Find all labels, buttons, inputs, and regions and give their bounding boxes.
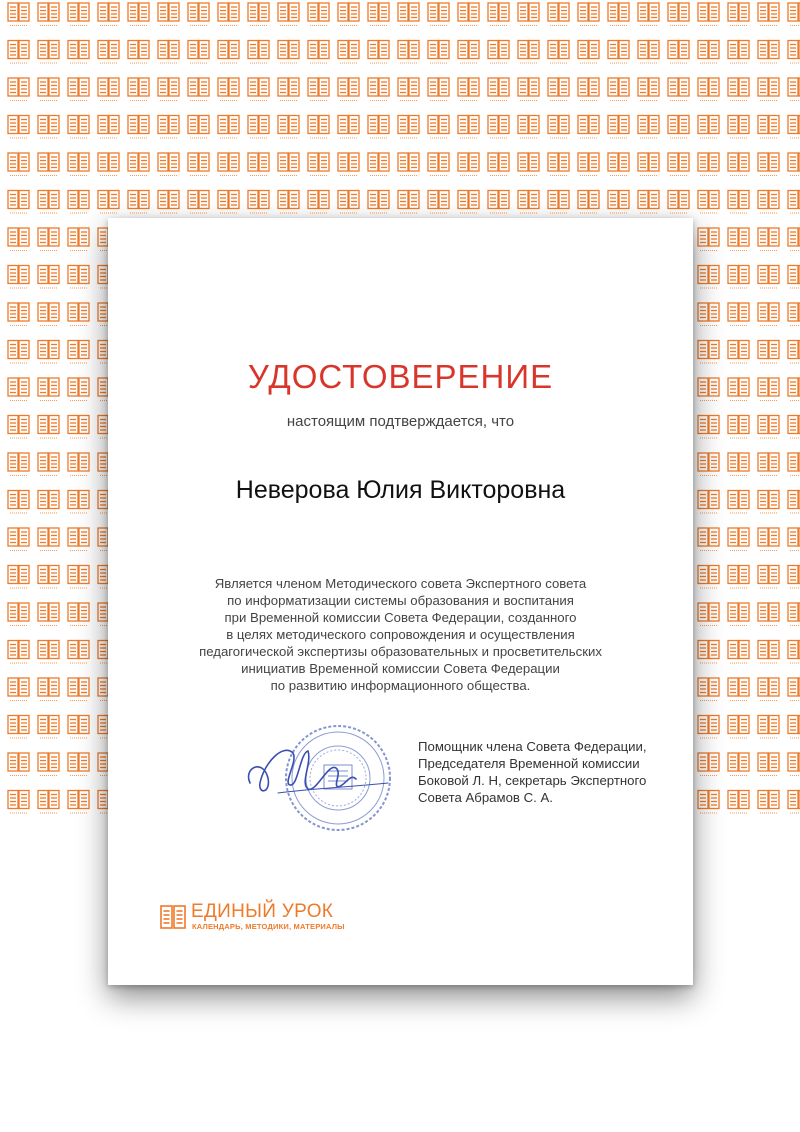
signer-block: [418, 738, 688, 806]
body-line: инициатив Временной комиссии Совета Федерации: [241, 661, 560, 676]
logo-name: ЕДИНЫЙ УРОК: [191, 901, 334, 922]
brand-logo: [160, 902, 345, 931]
signature-seal-icon: [238, 723, 408, 833]
signer-line: Помощник члена Совета Федерации,: [418, 739, 647, 754]
body-line: в целях методического сопровождения и осуществления: [226, 627, 575, 642]
certificate-title: УДОСТОВЕРЕНИЕ: [247, 358, 554, 395]
certificate-page: [108, 218, 693, 985]
body-line: по информатизации системы образования и воспитания: [227, 593, 574, 608]
body-line: педагогической экспертизы образовательных и просветительских: [199, 644, 602, 659]
recipient-name: Неверова Юлия Викторовна: [235, 476, 566, 504]
logo-tagline: КАЛЕНДАРЬ, МЕТОДИКИ, МАТЕРИАЛЫ: [192, 922, 345, 931]
body-line: при Временной комиссии Совета Федерации, созданного: [224, 610, 577, 625]
certificate-subtitle: настоящим подтверждается, что: [286, 413, 515, 430]
signer-line: Совета Абрамов С. А.: [418, 790, 553, 805]
book-icon: [160, 904, 186, 930]
body-line: по развитию информационного общества.: [270, 678, 531, 693]
certificate-body: [148, 575, 653, 694]
body-line: Является членом Методического совета Экспертного совета: [214, 576, 587, 591]
signer-line: Боковой Л. Н, секретарь Экспертного: [418, 773, 647, 788]
signer-line: Председателя Временной комиссии: [418, 756, 640, 771]
